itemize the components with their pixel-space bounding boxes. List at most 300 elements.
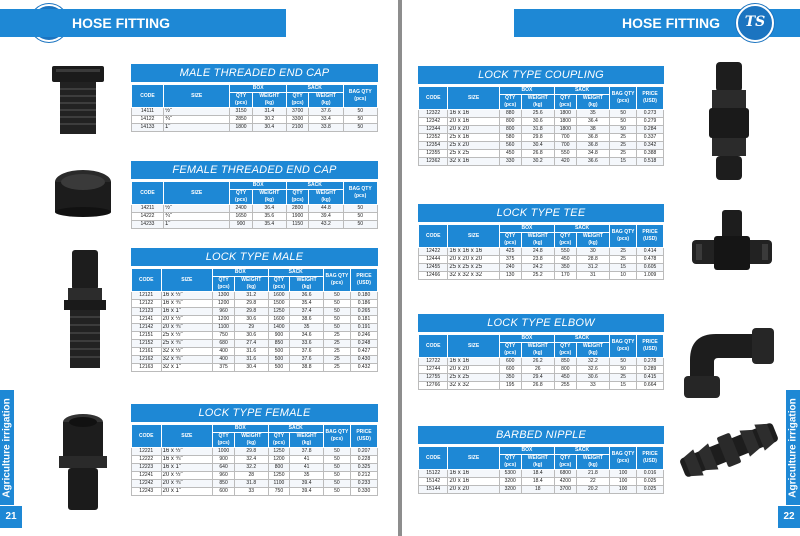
lock-male-image <box>60 250 110 370</box>
cell-value: 2400 <box>230 205 252 213</box>
table-row <box>132 448 378 456</box>
cell-value: 34.8 <box>576 150 609 158</box>
cell-value: 37.8 <box>290 448 324 456</box>
side-label-bar <box>0 390 14 505</box>
col-size: SIZE <box>448 447 499 470</box>
cell-value: 960 <box>213 308 235 316</box>
cell-code: 12322 <box>419 110 448 118</box>
table-row <box>419 374 664 382</box>
col-sack: SACK <box>554 335 609 343</box>
col-weight: WEIGHT (kg) <box>234 433 268 448</box>
cell-value: 0.427 <box>350 348 377 356</box>
col-weight: WEIGHT (kg) <box>521 455 554 470</box>
cell-code: 14111 <box>132 108 164 116</box>
cell-value: 35.4 <box>252 221 286 229</box>
col-weight: WEIGHT (kg) <box>309 93 343 108</box>
cell-size: ½" <box>163 205 229 213</box>
cell-value: 750 <box>213 332 235 340</box>
col-code: CODE <box>132 269 162 292</box>
cell-value: 25 <box>610 256 637 264</box>
header-title: HOSE FITTING <box>72 15 170 31</box>
col-price: PRICE (USD) <box>350 425 377 448</box>
col-code: CODE <box>419 87 448 110</box>
lock-elbow-section <box>418 314 664 390</box>
cell-value: 38.6 <box>290 316 324 324</box>
cell-value: 850 <box>213 480 235 488</box>
cell-code: 12722 <box>419 358 448 366</box>
cell-value: 25 <box>323 348 350 356</box>
cell-value: 31.6 <box>234 348 268 356</box>
cell-value: 1650 <box>230 213 252 221</box>
section-title: LOCK TYPE MALE <box>131 248 378 266</box>
cell-size: 16 x 16 <box>448 470 499 478</box>
table-row <box>132 300 378 308</box>
cell-value: 100 <box>610 478 637 486</box>
lock-coupling-section <box>418 66 664 166</box>
col-sack: SACK <box>268 269 323 277</box>
cell-value: 32.2 <box>576 358 609 366</box>
cell-value: 37.6 <box>290 356 324 364</box>
cell-value: 35.6 <box>252 213 286 221</box>
cell-value: 50 <box>323 292 350 300</box>
col-bagqty: BAG QTY (pcs) <box>343 85 377 108</box>
cell-value: 100 <box>610 486 637 494</box>
col-code: CODE <box>132 85 164 108</box>
cell-value: 4200 <box>554 478 576 486</box>
cell-code: 12222 <box>132 456 162 464</box>
cell-value: 0.278 <box>637 358 664 366</box>
table-row <box>419 118 664 126</box>
cell-size: 25 x 25 x 25 <box>448 264 499 272</box>
cell-size: 16 x ¾" <box>161 300 213 308</box>
cell-code: 12121 <box>132 292 162 300</box>
cell-value: 30.2 <box>521 158 554 166</box>
col-size: SIZE <box>163 85 229 108</box>
section-title: LOCK TYPE FEMALE <box>131 404 378 422</box>
cell-size: 20 x 20 <box>448 126 499 134</box>
col-weight: WEIGHT (kg) <box>252 190 286 205</box>
cell-value: 0.207 <box>350 448 377 456</box>
col-qty: QTY (pcs) <box>213 277 235 292</box>
table-row <box>132 205 378 213</box>
cell-value: 170 <box>554 272 576 280</box>
cell-value: 600 <box>213 488 235 496</box>
cell-value: 50 <box>610 358 637 366</box>
cell-value: 1000 <box>213 448 235 456</box>
table-row <box>132 480 378 488</box>
cell-code: 12755 <box>419 374 448 382</box>
cell-size: 16 x ½" <box>161 292 213 300</box>
col-bagqty: BAG QTY (pcs) <box>323 269 350 292</box>
cell-value: 0.284 <box>637 126 664 134</box>
col-qty: QTY (pcs) <box>213 433 235 448</box>
cell-code: 12243 <box>132 488 162 496</box>
table-row <box>419 134 664 142</box>
female-end-cap-image <box>52 168 114 218</box>
cell-value: 400 <box>213 356 235 364</box>
cell-value: 0.248 <box>350 340 377 348</box>
cell-value: 3300 <box>286 116 308 124</box>
col-size: SIZE <box>448 87 499 110</box>
cell-value: 0.330 <box>350 488 377 496</box>
cell-value: 41 <box>290 464 324 472</box>
lock-tee-image <box>692 210 772 290</box>
cell-value: 26.2 <box>521 358 554 366</box>
cell-value: 50 <box>343 124 377 132</box>
cell-value: 38.8 <box>290 364 324 372</box>
cell-value: 15 <box>610 158 637 166</box>
cell-value: 0.025 <box>637 478 664 486</box>
col-price: PRICE (USD) <box>637 225 664 248</box>
cell-value: 0.430 <box>350 356 377 364</box>
col-sack: SACK <box>554 447 609 455</box>
table-row <box>132 332 378 340</box>
cell-value: 1400 <box>268 324 290 332</box>
cell-value: 36.8 <box>576 134 609 142</box>
col-qty: QTY (pcs) <box>286 190 308 205</box>
col-bagqty: BAG QTY (pcs) <box>610 447 637 470</box>
cell-size: 20 x ¾" <box>161 480 213 488</box>
cell-code: 12744 <box>419 366 448 374</box>
col-box: BOX <box>499 335 554 343</box>
col-box: BOX <box>230 85 287 93</box>
cell-value: 1200 <box>268 456 290 464</box>
cell-value: 20.2 <box>576 486 609 494</box>
cell-value: 1800 <box>230 124 252 132</box>
cell-value: 28.8 <box>576 256 609 264</box>
cell-value: 550 <box>554 150 576 158</box>
cell-value: 30.4 <box>252 124 286 132</box>
cell-value: 0.432 <box>350 364 377 372</box>
cell-value: 3700 <box>286 108 308 116</box>
lock-tee-table <box>418 224 664 280</box>
col-box: BOX <box>213 269 268 277</box>
table-row <box>419 248 664 256</box>
cell-value: 29.8 <box>234 300 268 308</box>
col-qty: QTY (pcs) <box>230 190 252 205</box>
table-row <box>419 478 664 486</box>
cell-value: 31 <box>576 272 609 280</box>
cell-size: 20 x 1" <box>161 488 213 496</box>
lock-elbow-table <box>418 334 664 390</box>
cell-value: 36.6 <box>576 158 609 166</box>
cell-value: 50 <box>323 316 350 324</box>
cell-value: 50 <box>610 110 637 118</box>
col-code: CODE <box>419 225 448 248</box>
cell-value: 26.8 <box>521 150 554 158</box>
col-qty: QTY (pcs) <box>286 93 308 108</box>
cell-value: 25 <box>610 248 637 256</box>
col-box: BOX <box>499 87 554 95</box>
table-row <box>419 264 664 272</box>
cell-value: 1800 <box>554 110 576 118</box>
cell-value: 1100 <box>213 324 235 332</box>
side-label: Agriculture irrigation <box>1 397 13 498</box>
cell-value: 550 <box>554 248 576 256</box>
cell-size: 20 x ½" <box>161 472 213 480</box>
cell-code: 12151 <box>132 332 162 340</box>
cell-value: 1250 <box>268 472 290 480</box>
cell-value: 0.414 <box>637 248 664 256</box>
cell-value: 0.605 <box>637 264 664 272</box>
cell-value: 50 <box>323 488 350 496</box>
cell-value: 800 <box>268 464 290 472</box>
col-weight: WEIGHT (kg) <box>576 455 609 470</box>
cell-value: 5300 <box>499 470 521 478</box>
col-weight: WEIGHT (kg) <box>252 93 286 108</box>
table-row <box>419 126 664 134</box>
cell-value: 1600 <box>268 316 290 324</box>
col-box: BOX <box>230 182 287 190</box>
table-row <box>419 486 664 494</box>
cell-value: 35 <box>290 472 324 480</box>
cell-code: 12466 <box>419 272 448 280</box>
cell-value: 25 <box>323 356 350 364</box>
cell-value: 24.2 <box>521 264 554 272</box>
cell-value: 350 <box>554 264 576 272</box>
cell-value: 33 <box>576 382 609 390</box>
barbed-nipple-table <box>418 446 664 494</box>
cell-code: 12242 <box>132 480 162 488</box>
col-weight: WEIGHT (kg) <box>521 343 554 358</box>
cell-code: 12161 <box>132 348 162 356</box>
cell-value: 1800 <box>554 118 576 126</box>
table-row <box>419 272 664 280</box>
cell-size: 32 x ¾" <box>161 356 213 364</box>
cell-value: 39.4 <box>290 488 324 496</box>
cell-value: 3700 <box>554 486 576 494</box>
cell-value: 0.337 <box>637 134 664 142</box>
col-qty: QTY (pcs) <box>499 95 521 110</box>
cell-value: 50 <box>343 108 377 116</box>
cell-value: 800 <box>499 118 521 126</box>
cell-value: 0.228 <box>350 456 377 464</box>
col-qty: QTY (pcs) <box>554 233 576 248</box>
cell-value: 600 <box>499 366 521 374</box>
cell-value: 3200 <box>499 486 521 494</box>
cell-value: 0.180 <box>350 292 377 300</box>
col-code: CODE <box>419 447 448 470</box>
table-row <box>132 221 378 229</box>
left-page <box>0 0 398 536</box>
cell-value: 35 <box>290 324 324 332</box>
col-price: PRICE (USD) <box>350 269 377 292</box>
cell-value: 3150 <box>230 108 252 116</box>
table-row <box>132 292 378 300</box>
cell-value: 1200 <box>213 316 235 324</box>
cell-code: 15142 <box>419 478 448 486</box>
cell-value: 25 <box>323 332 350 340</box>
cell-value: 680 <box>213 340 235 348</box>
cell-value: 1100 <box>268 480 290 488</box>
cell-value: 0.325 <box>350 464 377 472</box>
cell-value: 700 <box>554 142 576 150</box>
table-row <box>132 324 378 332</box>
header-title: HOSE FITTING <box>622 15 720 31</box>
cell-value: 25 <box>323 340 350 348</box>
cell-size: 20 x 16 <box>448 478 499 486</box>
cell-value: 33.8 <box>309 124 343 132</box>
cell-value: 0.342 <box>637 142 664 150</box>
cell-size: 25 x 25 <box>448 374 499 382</box>
section-title: BARBED NIPPLE <box>418 426 664 444</box>
cell-value: 32.4 <box>234 456 268 464</box>
cell-value: 1200 <box>213 300 235 308</box>
cell-value: 500 <box>268 348 290 356</box>
cell-value: 1800 <box>554 126 576 134</box>
cell-value: 31.2 <box>234 292 268 300</box>
cell-value: 0.273 <box>637 110 664 118</box>
cell-size: 16 x 1" <box>161 464 213 472</box>
cell-value: 240 <box>499 264 521 272</box>
table-row <box>419 142 664 150</box>
cell-value: 27.4 <box>234 340 268 348</box>
cell-value: 800 <box>499 126 521 134</box>
cell-value: 0.388 <box>637 150 664 158</box>
cell-code: 12766 <box>419 382 448 390</box>
cell-code: 12122 <box>132 300 162 308</box>
lock-coupling-image <box>704 62 754 182</box>
cell-size: 25 x 16 <box>448 134 499 142</box>
cell-size: 1" <box>163 221 229 229</box>
male-cap-table <box>131 84 378 132</box>
cell-value: 50 <box>343 221 377 229</box>
col-weight: WEIGHT (kg) <box>521 233 554 248</box>
cell-code: 12352 <box>419 134 448 142</box>
table-row <box>419 150 664 158</box>
cell-value: 36.8 <box>576 142 609 150</box>
cell-code: 12344 <box>419 126 448 134</box>
cell-value: 18.4 <box>521 470 554 478</box>
cell-value: 1500 <box>268 300 290 308</box>
cell-value: 18 <box>521 486 554 494</box>
cell-value: 28 <box>234 472 268 480</box>
table-row <box>419 158 664 166</box>
cell-value: 960 <box>213 472 235 480</box>
col-qty: QTY (pcs) <box>554 343 576 358</box>
table-row <box>132 456 378 464</box>
col-qty: QTY (pcs) <box>268 277 290 292</box>
cell-size: ¾" <box>163 213 229 221</box>
lock-elbow-image <box>682 320 782 400</box>
side-label-bar <box>786 390 800 505</box>
cell-size: 20 x 20 <box>448 486 499 494</box>
table-row <box>132 213 378 221</box>
cell-value: 30 <box>576 248 609 256</box>
col-price: PRICE (USD) <box>637 447 664 470</box>
cell-value: 31.6 <box>234 356 268 364</box>
cell-size: 25 x ¾" <box>161 340 213 348</box>
cell-value: 450 <box>554 256 576 264</box>
side-label: Agriculture irrigation <box>787 397 799 498</box>
cell-code: 12152 <box>132 340 162 348</box>
cell-size: 16 x ½" <box>161 448 213 456</box>
col-weight: WEIGHT (kg) <box>309 190 343 205</box>
cell-value: 2850 <box>230 116 252 124</box>
cell-value: 350 <box>499 374 521 382</box>
cell-value: 29.8 <box>521 134 554 142</box>
cell-value: 850 <box>268 340 290 348</box>
cell-value: 50 <box>610 366 637 374</box>
cell-value: 0.212 <box>350 472 377 480</box>
cell-size: 25 x 25 <box>448 150 499 158</box>
col-bagqty: BAG QTY (pcs) <box>343 182 377 205</box>
cell-value: 0.518 <box>637 158 664 166</box>
col-weight: WEIGHT (kg) <box>521 95 554 110</box>
cell-value: 850 <box>554 358 576 366</box>
table-row <box>419 382 664 390</box>
cell-value: 1300 <box>213 292 235 300</box>
cell-value: 50 <box>323 448 350 456</box>
cell-value: 0.246 <box>350 332 377 340</box>
cell-size: 20 x 20 x 20 <box>448 256 499 264</box>
col-bagqty: BAG QTY (pcs) <box>610 87 637 110</box>
cell-value: 600 <box>499 358 521 366</box>
cell-code: 12342 <box>419 118 448 126</box>
cell-size: 20 x ¾" <box>161 324 213 332</box>
cell-value: 750 <box>268 488 290 496</box>
cell-value: 30.4 <box>234 364 268 372</box>
cell-value: 50 <box>323 308 350 316</box>
cell-value: 2800 <box>286 205 308 213</box>
col-code: CODE <box>132 182 164 205</box>
cell-size: 16 x 16 <box>448 110 499 118</box>
cell-value: 50 <box>610 118 637 126</box>
cell-value: 880 <box>499 110 521 118</box>
col-weight: WEIGHT (kg) <box>234 277 268 292</box>
cell-size: 20 x ½" <box>161 316 213 324</box>
lock-female-image <box>56 412 110 512</box>
cell-value: 29 <box>234 324 268 332</box>
col-size: SIZE <box>448 225 499 248</box>
cell-value: 22 <box>576 478 609 486</box>
cell-size: 20 x 16 <box>448 118 499 126</box>
cell-value: 39.4 <box>309 213 343 221</box>
cell-value: 1250 <box>268 308 290 316</box>
col-sack: SACK <box>286 182 343 190</box>
col-size: SIZE <box>161 425 213 448</box>
col-sack: SACK <box>554 87 609 95</box>
col-box: BOX <box>499 225 554 233</box>
col-qty: QTY (pcs) <box>554 95 576 110</box>
cell-value: 43.2 <box>309 221 343 229</box>
col-qty: QTY (pcs) <box>230 93 252 108</box>
cell-value: 0.415 <box>637 374 664 382</box>
table-row <box>419 358 664 366</box>
cell-size: ¾" <box>163 116 229 124</box>
cell-size: 16 x 16 <box>448 358 499 366</box>
col-size: SIZE <box>161 269 213 292</box>
cell-size: 32 x 32 <box>448 382 499 390</box>
cell-code: 12362 <box>419 158 448 166</box>
col-sack: SACK <box>286 85 343 93</box>
cell-code: 12221 <box>132 448 162 456</box>
col-code: CODE <box>132 425 162 448</box>
cell-value: 0.478 <box>637 256 664 264</box>
lock-female-section <box>131 404 378 496</box>
col-size: SIZE <box>448 335 499 358</box>
cell-value: 35 <box>576 110 609 118</box>
section-title: LOCK TYPE TEE <box>418 204 664 222</box>
cell-value: 700 <box>554 134 576 142</box>
cell-value: 0.181 <box>350 316 377 324</box>
cell-value: 0.664 <box>637 382 664 390</box>
table-row <box>419 470 664 478</box>
cell-value: 33.4 <box>309 116 343 124</box>
cell-value: 44.8 <box>309 205 343 213</box>
col-sack: SACK <box>554 225 609 233</box>
cell-code: 12241 <box>132 472 162 480</box>
